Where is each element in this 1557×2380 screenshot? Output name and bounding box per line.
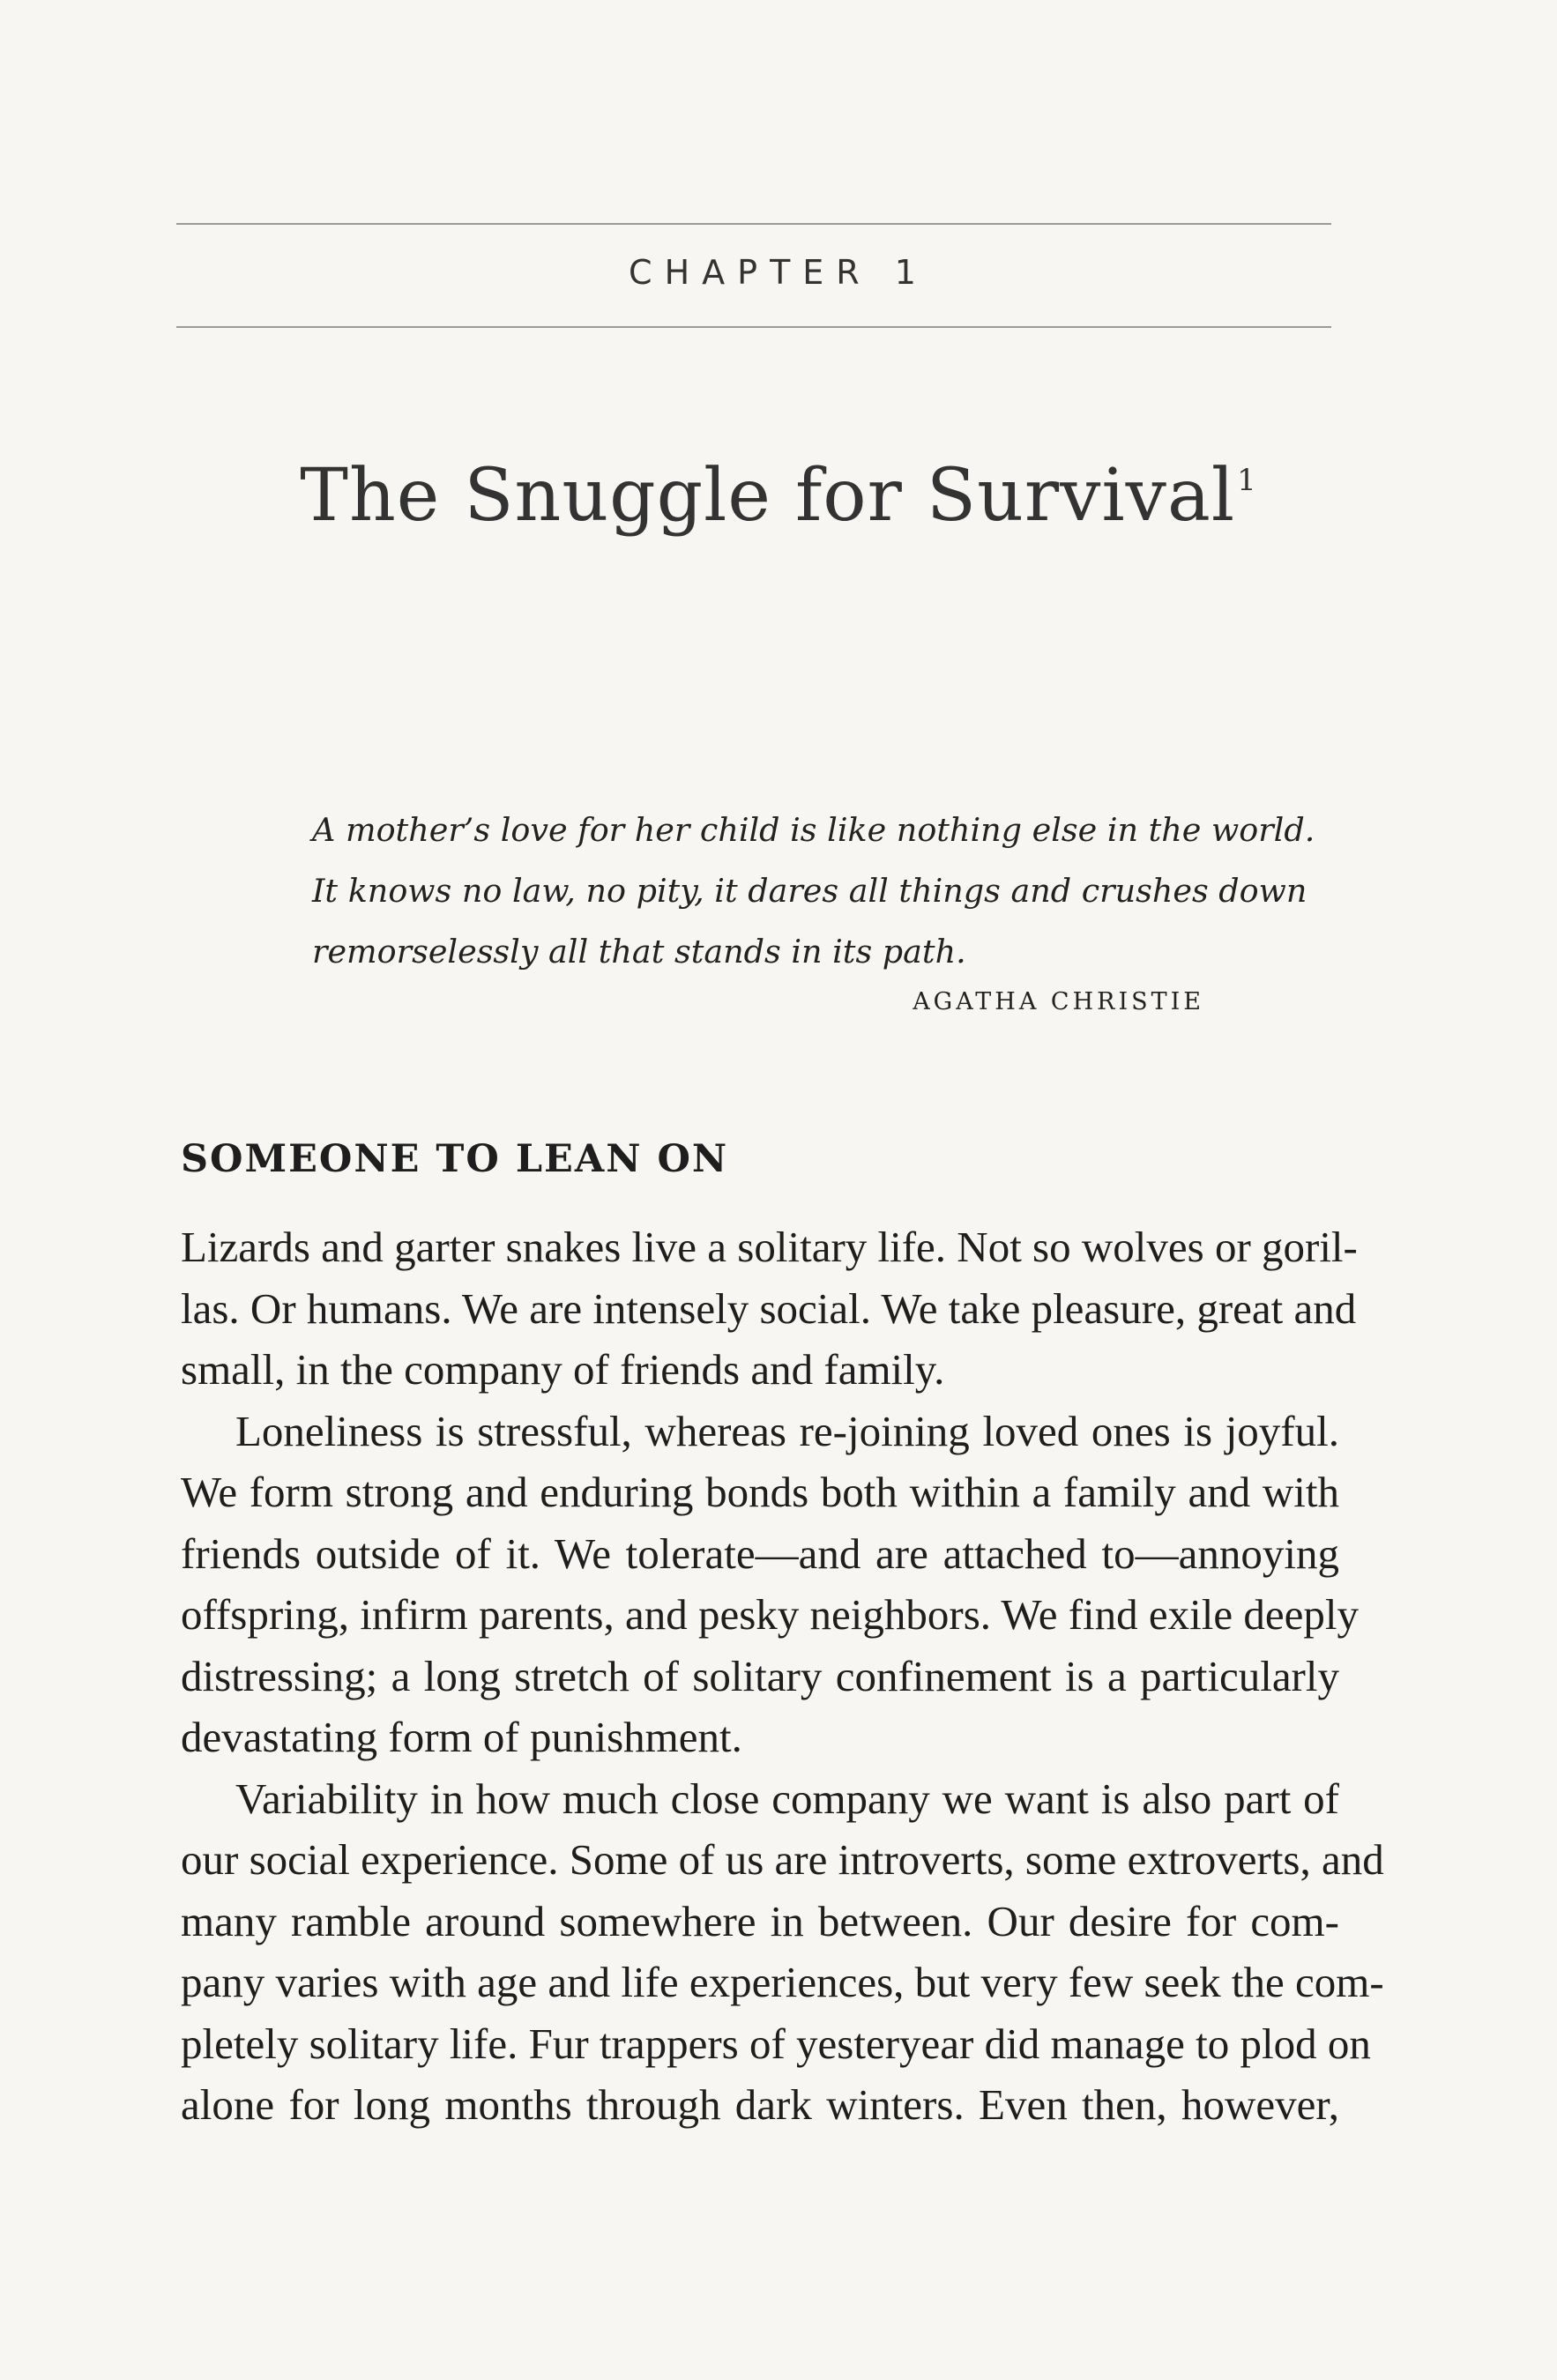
epigraph (312, 800, 1315, 982)
body-line: alone for long months through dark winters. Even then, however, (181, 2080, 1339, 2129)
body-line: small, in the company of friends and family. (181, 1345, 945, 1394)
chapter-title-text: The Snuggle for Survival (300, 454, 1236, 538)
chapter-label: CHAPTER 1 (629, 253, 928, 292)
chapter-title (0, 454, 1557, 538)
body-line: pletely solitary life. Fur trappers of yesteryear did manage to plod on (181, 2019, 1371, 2068)
body-line: las. Or humans. We are intensely social. We take pleasure, great and (181, 1283, 1357, 1333)
body-text (181, 1216, 1384, 2136)
body-line: devastating form of punishment. (181, 1713, 742, 1761)
epigraph-attribution: AGATHA CHRISTIE (913, 988, 1204, 1015)
footnote-mark: 1 (1237, 462, 1257, 498)
epigraph-line: A mother’s love for her child is like nothing else in the world. (312, 811, 1315, 849)
section-heading: SOMEONE TO LEAN ON (181, 1137, 729, 1181)
chapter-bottom-rule (176, 326, 1331, 328)
body-line: Lizards and garter snakes live a solitary life. Not so wolves or goril- (181, 1223, 1358, 1271)
body-line: pany varies with age and life experiences, but very few seek the com- (181, 1958, 1384, 2006)
chapter-top-rule (176, 223, 1331, 225)
body-line: many ramble around somewhere in between. Our desire for com- (181, 1896, 1339, 1945)
epigraph-line: remorselessly all that stands in its path. (312, 933, 966, 971)
body-line: distressing; a long stretch of solitary confinement is a particularly (181, 1651, 1339, 1700)
epigraph-line: It knows no law, no pity, it dares all things and crushes down (312, 872, 1307, 910)
body-line: our social experience. Some of us are introverts, some extroverts, and (181, 1835, 1384, 1884)
body-line: Loneliness is stressful, whereas re-joining loved ones is joyful. (235, 1406, 1339, 1455)
body-line: We form strong and enduring bonds both within a family and with (181, 1468, 1339, 1516)
body-line: friends outside of it. We tolerate—and are attached to—annoying (181, 1528, 1339, 1578)
body-line: Variability in how much close company we want is also part of (235, 1774, 1339, 1823)
body-line: offspring, infirm parents, and pesky neighbors. We find exile deeply (181, 1590, 1359, 1639)
